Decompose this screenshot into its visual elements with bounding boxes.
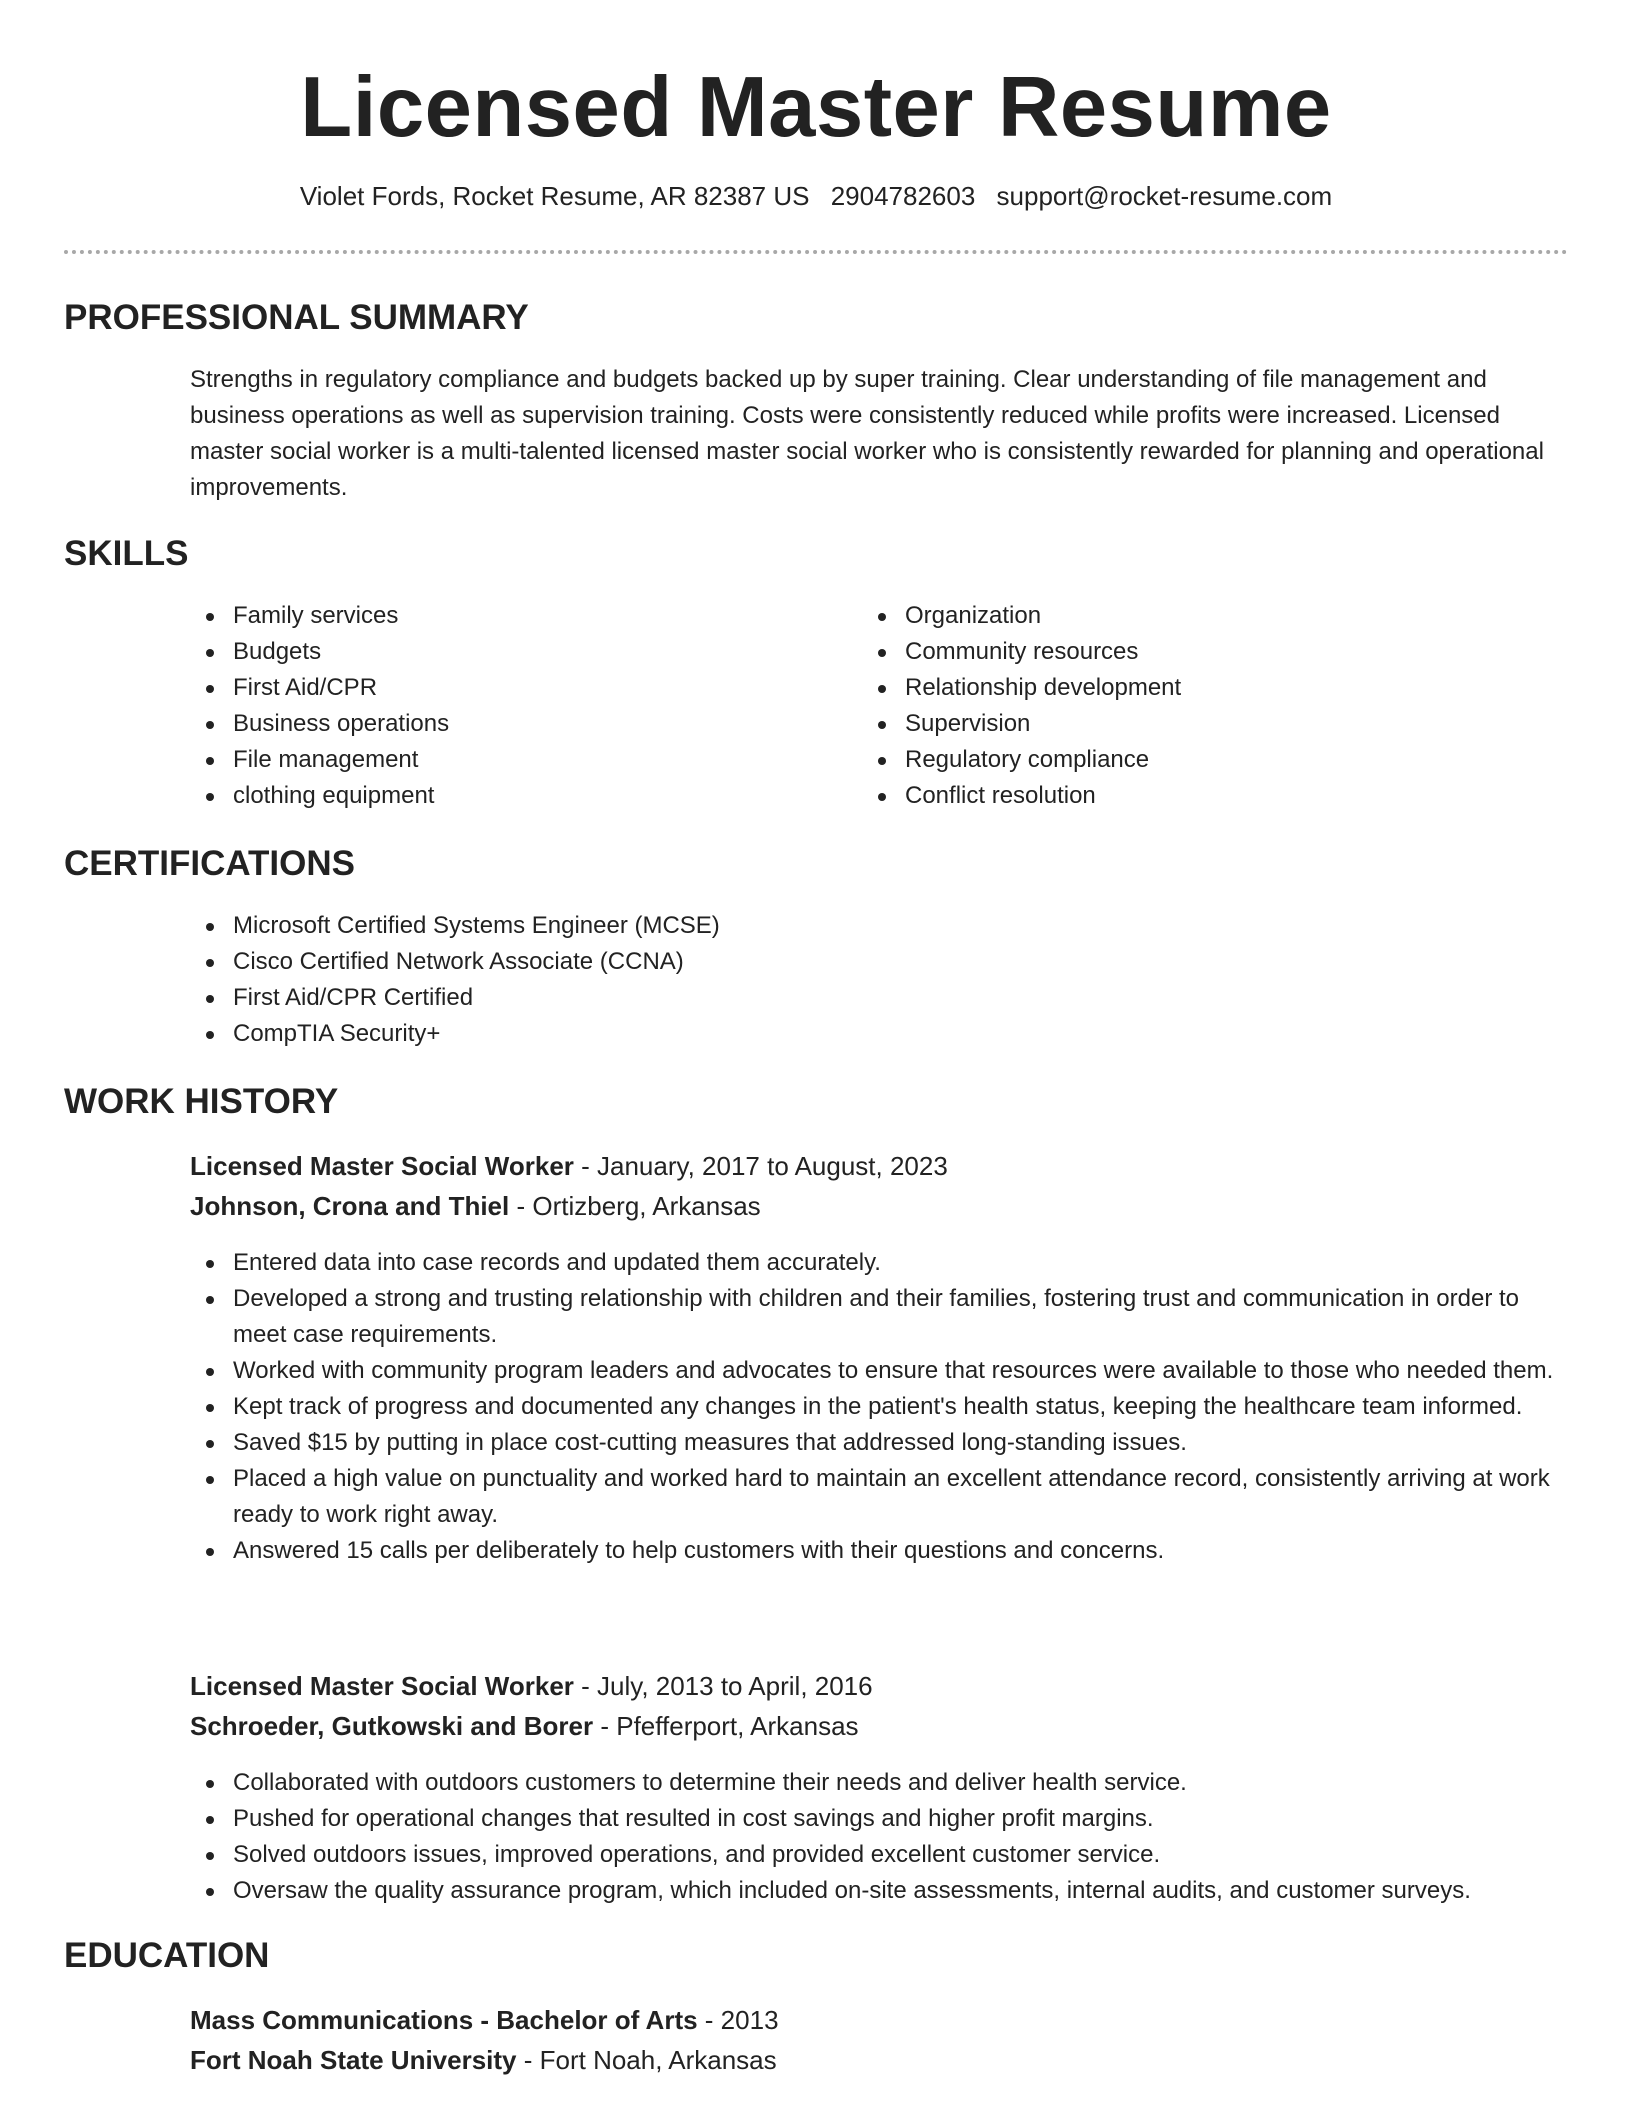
contact-email: support@rocket-resume.com bbox=[996, 181, 1333, 211]
job-bullet: Developed a strong and trusting relationship with children and their families, fostering trust and communication in order to meet case requirements. bbox=[190, 1281, 1570, 1353]
job-bullet: Pushed for operational changes that resulted in cost savings and higher profit margins. bbox=[190, 1801, 1570, 1837]
job-bullet: Entered data into case records and updated them accurately. bbox=[190, 1245, 1570, 1281]
section-title-summary: PROFESSIONAL SUMMARY bbox=[64, 298, 529, 337]
skill-item: Regulatory compliance bbox=[862, 742, 1482, 778]
contact-line bbox=[64, 180, 1568, 212]
job-entry bbox=[190, 1666, 1570, 1746]
education-year: - 2013 bbox=[697, 2005, 779, 2035]
job-bullets bbox=[190, 1245, 1570, 1569]
skill-item: Community resources bbox=[862, 634, 1482, 670]
skill-item: Family services bbox=[190, 598, 810, 634]
job-company: Schroeder, Gutkowski and Borer bbox=[190, 1711, 594, 1741]
resume-page bbox=[64, 0, 1568, 2075]
summary-text: Strengths in regulatory compliance and budgets backed up by super training. Clear understanding of file management and business operations as well as supervision training. Costs were consistently reduced while profits were increased. Licensed master social worker is a multi-talented licensed master social worker who is consistently rewarded for planning and operational improvements. bbox=[190, 366, 1544, 501]
job-bullet: Collaborated with outdoors customers to determine their needs and deliver health service. bbox=[190, 1765, 1570, 1801]
certification-item: Microsoft Certified Systems Engineer (MCSE) bbox=[190, 908, 1570, 944]
job-title-line bbox=[190, 1146, 1570, 1186]
certification-item: First Aid/CPR Certified bbox=[190, 980, 1570, 1016]
header-divider bbox=[64, 250, 1568, 254]
section-title-work-history: WORK HISTORY bbox=[64, 1082, 339, 1121]
education-location: - Fort Noah, Arkansas bbox=[516, 2045, 777, 2075]
skills-list-left bbox=[190, 598, 810, 814]
section-title-education: EDUCATION bbox=[64, 1936, 270, 1975]
education-school: Fort Noah State University bbox=[190, 2045, 517, 2075]
skill-item: File management bbox=[190, 742, 810, 778]
skill-item: Supervision bbox=[862, 706, 1482, 742]
skill-item: Budgets bbox=[190, 634, 810, 670]
job-company-line bbox=[190, 1186, 1570, 1226]
skill-item: Organization bbox=[862, 598, 1482, 634]
job-company-line bbox=[190, 1706, 1570, 1746]
job-company: Johnson, Crona and Thiel bbox=[190, 1191, 510, 1221]
job-bullet: Worked with community program leaders and advocates to ensure that resources were available to those who needed them. bbox=[190, 1353, 1570, 1389]
job-role: Licensed Master Social Worker bbox=[190, 1671, 574, 1701]
certification-item: CompTIA Security+ bbox=[190, 1016, 1570, 1052]
section-title-skills: SKILLS bbox=[64, 534, 189, 573]
resume-name: Licensed Master Resume bbox=[300, 60, 1332, 155]
job-dates: - July, 2013 to April, 2016 bbox=[573, 1671, 873, 1701]
job-bullet: Oversaw the quality assurance program, which included on-site assessments, internal audits, and customer surveys. bbox=[190, 1873, 1570, 1909]
certifications-list bbox=[190, 908, 1570, 1052]
skill-item: Business operations bbox=[190, 706, 810, 742]
job-bullet: Kept track of progress and documented any changes in the patient's health status, keeping the healthcare team informed. bbox=[190, 1389, 1570, 1425]
education-school-line bbox=[190, 2040, 1570, 2080]
job-location: - Ortizberg, Arkansas bbox=[509, 1191, 761, 1221]
job-bullet: Answered 15 calls per deliberately to help customers with their questions and concerns. bbox=[190, 1533, 1570, 1569]
job-title-line bbox=[190, 1666, 1570, 1706]
certification-item: Cisco Certified Network Associate (CCNA) bbox=[190, 944, 1570, 980]
job-entry bbox=[190, 1146, 1570, 1226]
skill-item: clothing equipment bbox=[190, 778, 810, 814]
job-bullet: Solved outdoors issues, improved operations, and provided excellent customer service. bbox=[190, 1837, 1570, 1873]
job-location: - Pfefferport, Arkansas bbox=[593, 1711, 859, 1741]
job-role: Licensed Master Social Worker bbox=[190, 1151, 574, 1181]
education-entry bbox=[190, 2000, 1570, 2080]
skill-item: First Aid/CPR bbox=[190, 670, 810, 706]
skill-item: Relationship development bbox=[862, 670, 1482, 706]
skill-item: Conflict resolution bbox=[862, 778, 1482, 814]
job-bullets bbox=[190, 1765, 1570, 1909]
job-bullet: Saved $15 by putting in place cost-cutting measures that addressed long-standing issues. bbox=[190, 1425, 1570, 1461]
job-dates: - January, 2017 to August, 2023 bbox=[573, 1151, 948, 1181]
section-title-certifications: CERTIFICATIONS bbox=[64, 844, 356, 883]
education-degree: Mass Communications - Bachelor of Arts bbox=[190, 2005, 698, 2035]
job-bullet: Placed a high value on punctuality and worked hard to maintain an excellent attendance record, consistently arriving at work ready to work right away. bbox=[190, 1461, 1570, 1533]
education-degree-line bbox=[190, 2000, 1570, 2040]
contact-phone: 2904782603 bbox=[830, 181, 976, 211]
skills-list-right bbox=[862, 598, 1482, 814]
contact-address: Violet Fords, Rocket Resume, AR 82387 US bbox=[299, 181, 810, 211]
